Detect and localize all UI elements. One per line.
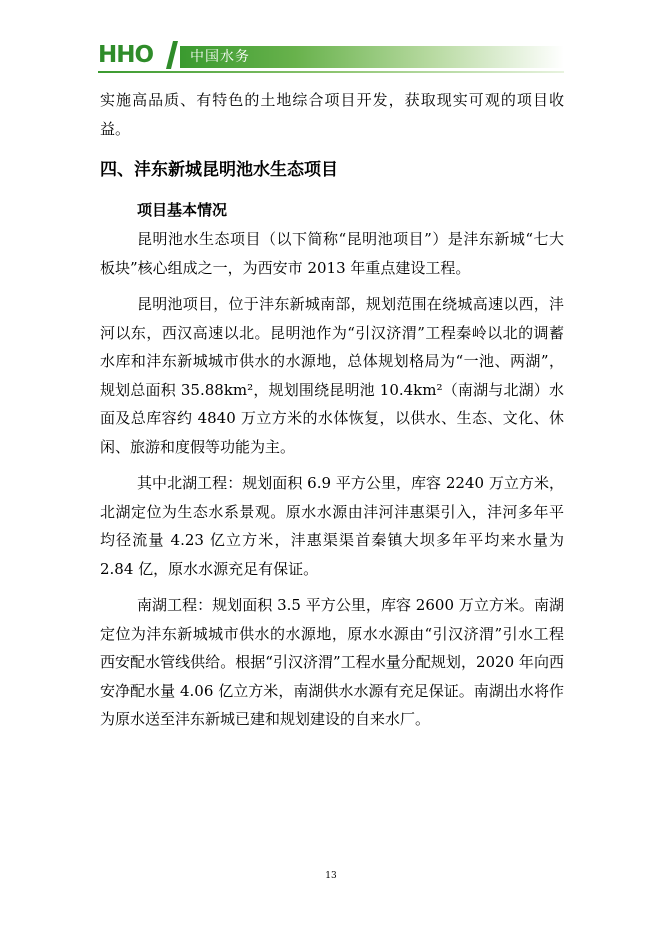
header-rule xyxy=(98,71,564,73)
hho-logo-mark: HHO xyxy=(98,42,154,68)
page-number: 13 xyxy=(325,871,337,881)
intro-paragraph: 实施高品质、有特色的土地综合项目开发，获取现实可观的项目收益。 xyxy=(100,91,564,138)
logo-slash-icon xyxy=(166,41,178,69)
document-body xyxy=(100,86,564,734)
body-paragraph: 其中北湖工程：规划面积 6.9 平方公里，库容 2240 万立方米，北湖定位为生态水系景观。原水水源由沣河沣惠渠引入，沣河多年平均径流量 4.23 亿立方米，沣惠渠渠首秦镇大坝多年平均来水量为 2.84 亿，原水水源充足有保证。 xyxy=(100,474,564,578)
body-paragraph: 昆明池水生态项目（以下简称“昆明池项目”）是沣东新城“七大板块”核心组成之一，为西安市 2013 年重点建设工程。 xyxy=(100,230,564,277)
subheading: 项目基本情况 xyxy=(137,201,228,219)
page-header xyxy=(98,36,564,78)
body-paragraph: 南湖工程：规划面积 3.5 平方公里，库容 2600 万立方米。南湖定位为沣东新城城市供水的水源地，原水水源由“引汉济渭”引水工程西安配水管线供给。根据“引汉济渭”工程水量分配规划，2020 年向西安净配水量 4.06 亿立方米，南湖供水水源有充足保证。南湖出水将作为原水送至沣东新城已建和规划建设的自来水厂。 xyxy=(100,596,564,728)
body-paragraph: 昆明池项目，位于沣东新城南部，规划范围在绕城高速以西，沣河以东，西汉高速以北。昆明池作为“引汉济渭”工程秦岭以北的调蓄水库和沣东新城城市供水的水源地，总体规划格局为“一池、两湖”，规划总面积 35.88km²，规划围绕昆明池 10.4km²（南湖与北湖）水面及总库容约 4840 万立方米的水体恢复，以供水、生态、文化、休闲、旅游和度假等功能为主。 xyxy=(100,295,564,456)
company-name: 中国水务 xyxy=(190,49,250,65)
section-heading: 四、沣东新城昆明池水生态项目 xyxy=(100,160,338,180)
